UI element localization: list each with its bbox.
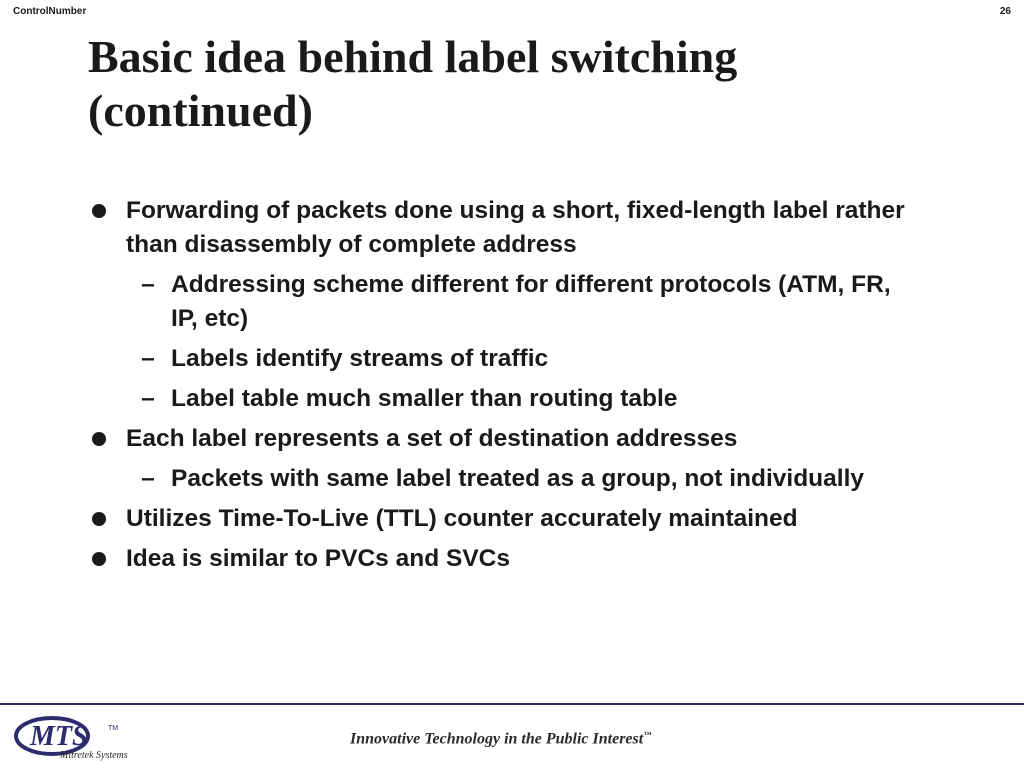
logo-subtitle: Mitretek Systems (60, 750, 128, 761)
bullet-text: Idea is similar to PVCs and SVCs (126, 545, 510, 572)
tagline-tm: ™ (643, 730, 652, 739)
slide-title-line-1: Basic idea behind label switching (88, 31, 738, 82)
bullet-item (88, 502, 918, 536)
sub-bullet-text: Packets with same label treated as a group, not individually (171, 465, 865, 492)
bullet-text: Utilizes Time-To-Live (TTL) counter accurately maintained (126, 505, 798, 532)
sub-bullet-item (88, 342, 918, 376)
sub-bullet-item (88, 382, 918, 416)
dash-icon: – (141, 465, 155, 492)
dash-icon: – (141, 385, 155, 412)
bullet-list (88, 194, 918, 582)
logo-tm: TM (108, 725, 119, 732)
slide-number: 26 (999, 6, 1011, 17)
dash-icon: – (141, 345, 155, 372)
bullet-dot-icon (92, 432, 106, 446)
slide-title-line-2: (continued) (88, 85, 313, 136)
control-number-label: ControlNumber (13, 6, 87, 17)
mts-logo (12, 712, 162, 762)
logo-text: MTS (30, 721, 88, 752)
tagline-text: Innovative Technology in the Public Interest (350, 730, 644, 748)
dash-icon: – (141, 271, 155, 298)
sub-bullet-text: Labels identify streams of traffic (171, 345, 549, 372)
sub-bullet-text: Addressing scheme different for different protocols (ATM, FR, IP, etc) (171, 271, 891, 332)
sub-bullet-item (88, 462, 918, 496)
footer-tagline (350, 730, 651, 748)
bullet-text: Each label represents a set of destination addresses (126, 425, 738, 452)
sub-bullet-text: Label table much smaller than routing table (171, 385, 678, 412)
bullet-dot-icon (92, 552, 106, 566)
bullet-dot-icon (92, 512, 106, 526)
bullet-text: Forwarding of packets done using a short, fixed-length label rather than disassembly of complete address (126, 197, 905, 258)
bullet-item (88, 422, 918, 456)
sub-bullet-item (88, 268, 918, 336)
bullet-dot-icon (92, 204, 106, 218)
footer-divider (0, 703, 1024, 705)
bullet-item (88, 194, 918, 262)
slide-title (88, 30, 948, 138)
bullet-item (88, 542, 918, 576)
